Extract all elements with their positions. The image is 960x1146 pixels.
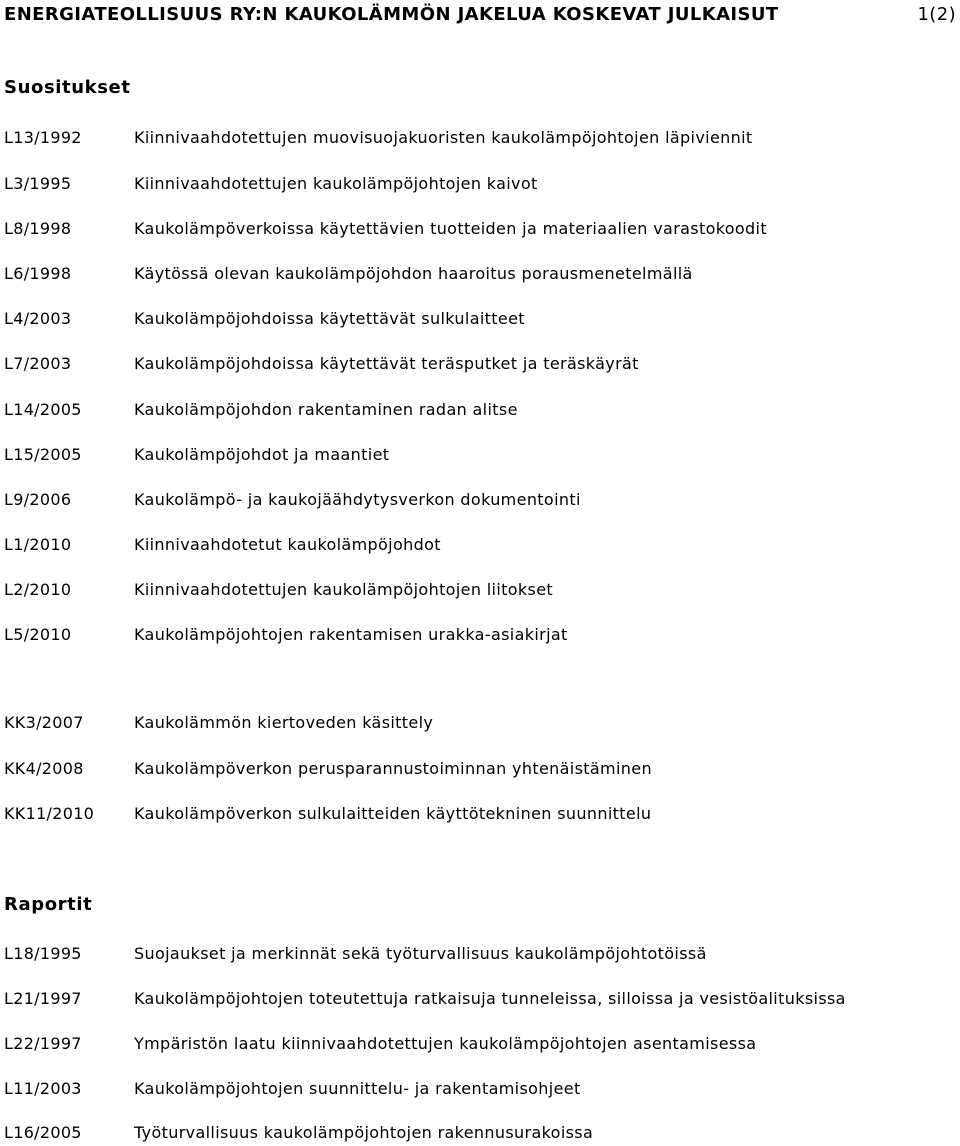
publication-title: Kaukolämmön kiertoveden käsittely xyxy=(134,713,434,732)
page-header xyxy=(4,2,956,28)
publication-code: L4/2003 xyxy=(4,309,72,328)
section-title-suositukset: Suositukset xyxy=(4,77,131,98)
list-item xyxy=(0,711,960,735)
publication-code: L13/1992 xyxy=(4,128,82,147)
publication-title: Kiinnivaahdotettujen kaukolämpöjohtojen kaivot xyxy=(134,174,538,193)
list-item xyxy=(0,578,960,602)
list-item xyxy=(0,987,960,1011)
list-item xyxy=(0,942,960,966)
section-title-raportit: Raportit xyxy=(4,894,93,915)
publication-code: L16/2005 xyxy=(4,1123,82,1142)
list-item xyxy=(0,488,960,512)
publication-code: L3/1995 xyxy=(4,174,72,193)
list-item xyxy=(0,352,960,376)
publication-title: Kaukolämpöverkon perusparannustoiminnan yhtenäistäminen xyxy=(134,759,652,778)
publication-title: Kiinnivaahdotettujen kaukolämpöjohtojen liitokset xyxy=(134,580,554,599)
publication-title: Kaukolämpöverkon sulkulaitteiden käyttötekninen suunnittelu xyxy=(134,804,652,823)
list-item xyxy=(0,126,960,150)
list-item xyxy=(0,533,960,557)
list-item xyxy=(0,623,960,647)
document-title: ENERGIATEOLLISUUS RY:N KAUKOLÄMMÖN JAKELUA KOSKEVAT JULKAISUT xyxy=(4,4,779,25)
publication-title: Kaukolämpöjohtojen rakentamisen urakka-asiakirjat xyxy=(134,625,568,644)
list-item xyxy=(0,217,960,241)
publication-title: Kaukolämpöjohtojen toteutettuja ratkaisuja tunneleissa, silloissa ja vesistöalituksissa xyxy=(134,989,846,1008)
publication-title: Kaukolämpöjohdot ja maantiet xyxy=(134,445,390,464)
publication-code: KK11/2010 xyxy=(4,804,95,823)
list-item xyxy=(0,398,960,422)
list-item xyxy=(0,443,960,467)
publication-code: KK3/2007 xyxy=(4,713,84,732)
publication-title: Ympäristön laatu kiinnivaahdotettujen kaukolämpöjohtojen asentamisessa xyxy=(134,1034,757,1053)
list-item xyxy=(0,802,960,826)
publication-code: L11/2003 xyxy=(4,1079,82,1098)
publication-code: L7/2003 xyxy=(4,354,72,373)
list-item xyxy=(0,172,960,196)
publication-code: L18/1995 xyxy=(4,944,82,963)
page-number: 1(2) xyxy=(917,4,956,25)
publication-code: L22/1997 xyxy=(4,1034,82,1053)
publication-code: L5/2010 xyxy=(4,625,72,644)
publication-title: Kaukolämpöjohdoissa käytettävät sulkulaitteet xyxy=(134,309,525,328)
publication-title: Suojaukset ja merkinnät sekä työturvallisuus kaukolämpöjohtotöissä xyxy=(134,944,707,963)
list-item xyxy=(0,1077,960,1101)
publication-title: Kaukolämpöverkoissa käytettävien tuotteiden ja materiaalien varastokoodit xyxy=(134,219,767,238)
publication-title: Kaukolämpöjohdoissa käytettävät teräsputket ja teräskäyrät xyxy=(134,354,639,373)
list-item xyxy=(0,307,960,331)
publication-title: Kaukolämpöjohdon rakentaminen radan alitse xyxy=(134,400,518,419)
publication-code: L9/2006 xyxy=(4,490,72,509)
list-item xyxy=(0,757,960,781)
publication-code: L8/1998 xyxy=(4,219,72,238)
publication-title: Kaukolämpö- ja kaukojäähdytysverkon dokumentointi xyxy=(134,490,581,509)
publication-title: Kiinnivaahdotettujen muovisuojakuoristen kaukolämpöjohtojen läpiviennit xyxy=(134,128,753,147)
publication-code: L15/2005 xyxy=(4,445,82,464)
publication-code: L2/2010 xyxy=(4,580,72,599)
publication-title: Työturvallisuus kaukolämpöjohtojen rakennusurakoissa xyxy=(134,1123,594,1142)
publication-title: Kaukolämpöjohtojen suunnittelu- ja rakentamisohjeet xyxy=(134,1079,581,1098)
list-item xyxy=(0,1032,960,1056)
publication-title: Käytössä olevan kaukolämpöjohdon haaroitus porausmenetelmällä xyxy=(134,264,693,283)
list-item xyxy=(0,1121,960,1145)
publication-code: L14/2005 xyxy=(4,400,82,419)
list-item xyxy=(0,262,960,286)
publication-code: L21/1997 xyxy=(4,989,82,1008)
publication-code: KK4/2008 xyxy=(4,759,84,778)
publication-code: L6/1998 xyxy=(4,264,72,283)
publication-title: Kiinnivaahdotetut kaukolämpöjohdot xyxy=(134,535,441,554)
publication-code: L1/2010 xyxy=(4,535,72,554)
